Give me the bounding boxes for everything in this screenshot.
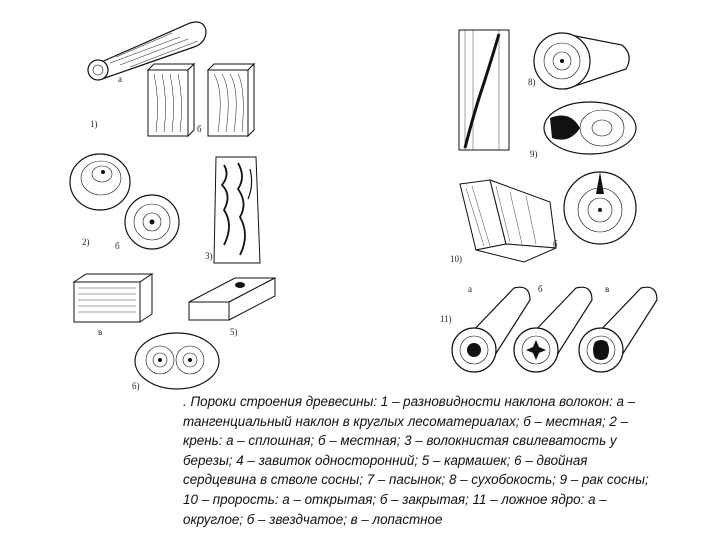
label-1a: а [118,74,122,84]
caption-line-7: округлое; б – звездчатое; в – лопастное [183,511,443,527]
label-11b: б [538,284,543,294]
label-2b: б [115,241,120,251]
label-8-number: 8) [528,77,536,87]
label-9-number: 9) [530,149,538,159]
label-2-number: 2) [82,237,90,247]
label-11c: в [605,284,610,294]
label-10b: б [553,239,558,249]
caption-line-6: 10 – прорость: а – открытая; б – закрытая; 11 – ложное ядро: а – [183,491,607,507]
figure-caption [183,392,713,529]
figure-6-double-pith [132,330,222,397]
caption-line-2: тангенциальный наклон в круглых лесоматериалах; б – местная; 2 – [183,413,629,429]
caption-line-3: крень: а – сплошная; б – местная; 3 – волокнистая свилеватость у [183,433,617,449]
label-5-number: 5) [230,327,238,337]
figure-7-side-branch [455,28,515,158]
caption-line-1: . Пороки строения древесины: 1 – разновидности наклона волокон: а – [183,394,636,409]
label-1b: б [197,124,202,134]
figure-1c-wood-block [200,60,260,145]
label-1-number: 1) [90,119,98,129]
figure-11c-lobed-false-heart [575,280,665,380]
figure-1b-wood-block [140,60,200,145]
figure-8-dry-side-log [530,25,640,100]
label-11a: а [468,284,472,294]
caption-line-4: березы; 4 – завиток односторонний; 5 – кармашек; 6 – двойная [183,452,588,468]
figure-9-pine-canker [540,98,640,163]
label-11-number: 11) [440,314,452,324]
figure-5-resin-pocket [185,270,280,335]
label-4c: в [98,327,103,337]
figure-3-birch-curly-grain [210,155,265,270]
figure-2b-compression-wood [122,192,182,257]
caption-line-5: сердцевина в стволе сосны; 7 – пасынок; 8 – сухобокость; 9 – рак сосны; [183,472,649,488]
figure-4-one-sided-curl [70,270,160,335]
label-6-number: 6) [132,381,140,391]
figure-10a-open-bark-pocket [450,178,560,273]
label-10-number: 10) [450,254,462,264]
figure-plate [60,10,700,390]
label-3-number: 3) [205,251,213,261]
figure-10b-closed-bark-pocket [560,168,640,253]
